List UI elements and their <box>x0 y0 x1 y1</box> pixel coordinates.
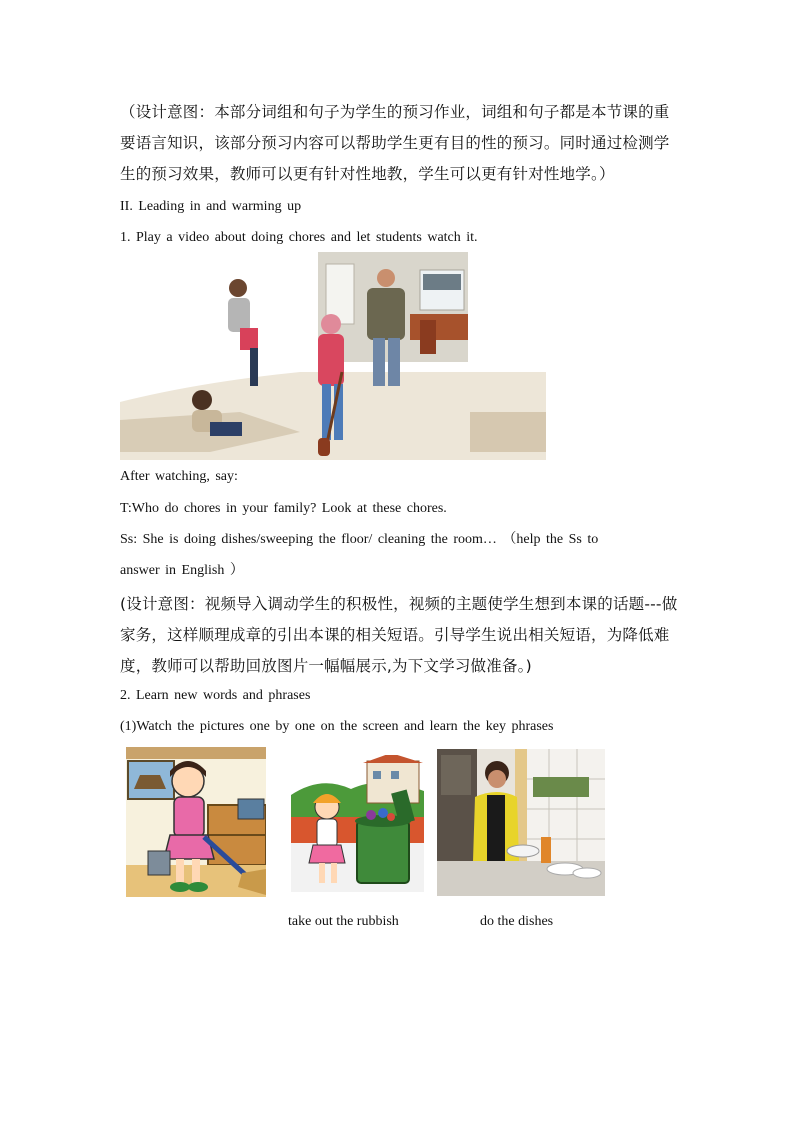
dishes-photo <box>437 749 605 896</box>
step-1-text: 1. Play a video about doing chores and let students watch it. <box>120 230 478 245</box>
students-line: Ss: She is doing dishes/sweeping the floor/ cleaning the room… （help the Ss to <box>120 532 599 547</box>
step-2-text: 2. Learn new words and phrases <box>120 688 311 703</box>
rubbish-cartoon <box>291 755 424 892</box>
section-heading: II. Leading in and warming up <box>120 199 302 214</box>
sweeping-cartoon <box>126 747 266 897</box>
step-2-1-text: (1)Watch the pictures one by one on the screen and learn the key phrases <box>120 719 554 734</box>
caption-do-dishes: do the dishes <box>480 914 554 929</box>
design-note-2: (设计意图：视频导入调动学生的积极性，视频的主题使学生想到本课的话题---做家务，这样顺理成章的引出本课的相关短语。引导学生说出相关短语，为降低难度，教师可以帮助回放图片一幅幅展示,为下文学习做准备。) <box>120 595 678 675</box>
teacher-line: T:Who do chores in your family? Look at these chores. <box>120 501 447 516</box>
after-watching-text: After watching, say: <box>120 469 238 484</box>
caption-take-out-rubbish: take out the rubbish <box>288 914 399 929</box>
design-note-1: （设计意图：本部分词组和句子为学生的预习作业，词组和句子都是本节课的重要语言知识，该部分预习内容可以帮助学生更有目的性的预习。同时通过检测学生的预习效果，教师可以更有针对性地教，学生可以更有针对性地学。） <box>120 103 670 183</box>
students-line-cont: answer in English ） <box>120 563 244 578</box>
family-chores-photo <box>120 252 546 460</box>
